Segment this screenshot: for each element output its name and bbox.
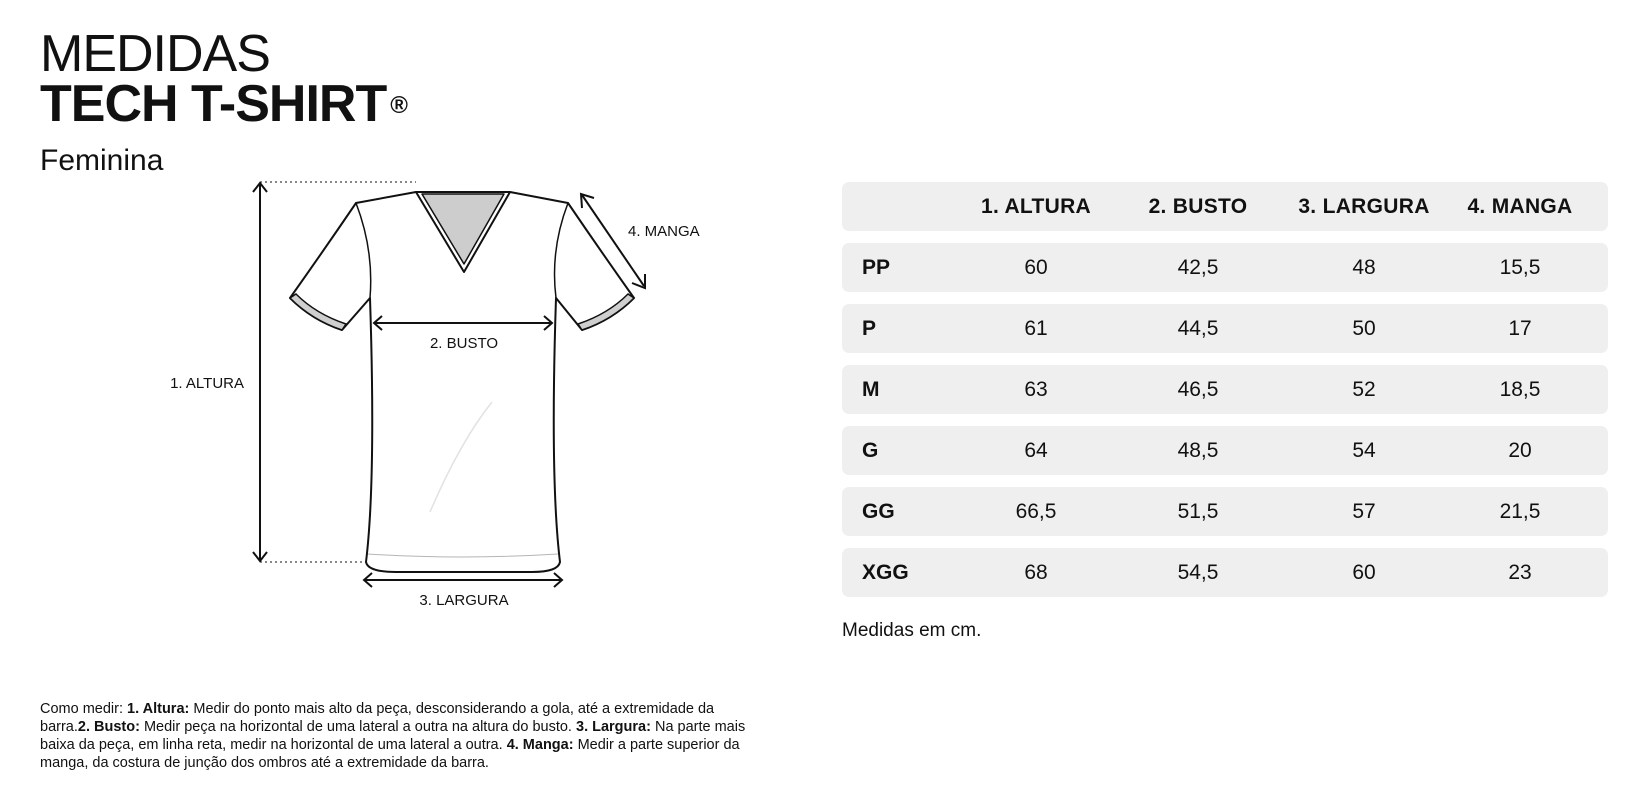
size-label: P xyxy=(862,316,877,340)
title-product xyxy=(40,76,407,132)
table-row xyxy=(842,487,1608,536)
table-row xyxy=(842,426,1608,475)
measuring-instructions xyxy=(40,700,760,772)
instruction-manga-label: 4. Manga: xyxy=(506,737,574,753)
cell-altura: 66,5 xyxy=(1015,499,1057,523)
instruction-busto-label: 2. Busto: xyxy=(77,719,140,735)
title-medidas: MEDIDAS xyxy=(40,25,270,83)
table-row xyxy=(842,243,1608,292)
tshirt-icon xyxy=(290,192,634,572)
cell-manga: 20 xyxy=(1508,438,1532,462)
header-manga: 4. MANGA xyxy=(1467,194,1573,218)
cell-altura: 68 xyxy=(1024,560,1048,584)
cell-largura: 52 xyxy=(1352,377,1376,401)
cell-busto: 42,5 xyxy=(1177,255,1219,279)
table-header-row xyxy=(842,182,1608,231)
cell-busto: 44,5 xyxy=(1177,316,1219,340)
cell-altura: 61 xyxy=(1024,316,1048,340)
header-busto: 2. BUSTO xyxy=(1148,194,1248,218)
header-largura: 3. LARGURA xyxy=(1298,194,1430,218)
cell-manga: 17 xyxy=(1508,316,1532,340)
header-altura: 1. ALTURA xyxy=(980,194,1092,218)
tshirt-diagram xyxy=(160,180,760,650)
size-label: M xyxy=(862,377,880,401)
cell-largura: 54 xyxy=(1352,438,1376,462)
size-label: PP xyxy=(862,255,891,279)
instruction-busto-text: Medir peça na horizontal de uma lateral a outra na altura do busto. xyxy=(139,719,576,735)
size-table xyxy=(842,182,1608,609)
table-row xyxy=(842,548,1608,597)
instruction-largura-label: 3. Largura: xyxy=(576,719,651,735)
cell-largura: 48 xyxy=(1352,255,1376,279)
size-label: G xyxy=(862,438,879,462)
cell-manga: 23 xyxy=(1508,560,1532,584)
cell-busto: 54,5 xyxy=(1177,560,1219,584)
table-row xyxy=(842,304,1608,353)
cell-largura: 57 xyxy=(1352,499,1376,523)
size-label: GG xyxy=(862,499,895,523)
label-busto: 2. BUSTO xyxy=(429,335,499,352)
size-label: XGG xyxy=(862,560,909,584)
instruction-largura-text: Na parte mais baixa da peça, em linha reta, medir na horizontal de uma lateral a outra. xyxy=(40,719,746,753)
instruction-altura-text: Medir do ponto mais alto da peça, desconsiderando a gola, até a extremidade da barra. xyxy=(40,701,715,735)
cell-largura: 60 xyxy=(1352,560,1376,584)
label-largura: 3. LARGURA xyxy=(419,592,509,609)
instructions-intro: Como medir: xyxy=(40,701,128,717)
cell-busto: 51,5 xyxy=(1177,499,1219,523)
cell-busto: 48,5 xyxy=(1177,438,1219,462)
cell-manga: 15,5 xyxy=(1499,255,1541,279)
label-manga: 4. MANGA xyxy=(628,223,700,240)
subtitle-gender: Feminina xyxy=(40,144,164,177)
cell-largura: 50 xyxy=(1352,316,1376,340)
instruction-altura-label: 1. Altura: xyxy=(127,701,190,717)
product-name: TECH T-SHIRT xyxy=(40,75,387,133)
instruction-manga-text: Medir a parte superior da manga, da costura de junção dos ombros até a extremidade da barra. xyxy=(40,737,740,771)
cell-manga: 21,5 xyxy=(1499,499,1541,523)
cell-manga: 18,5 xyxy=(1499,377,1541,401)
measure-largura xyxy=(364,573,562,609)
cell-altura: 64 xyxy=(1024,438,1048,462)
registered-mark: ® xyxy=(390,92,407,119)
label-altura: 1. ALTURA xyxy=(170,375,244,392)
cell-altura: 63 xyxy=(1024,377,1048,401)
unit-note: Medidas em cm. xyxy=(842,620,982,641)
cell-busto: 46,5 xyxy=(1177,377,1219,401)
table-row xyxy=(842,365,1608,414)
cell-altura: 60 xyxy=(1024,255,1048,279)
